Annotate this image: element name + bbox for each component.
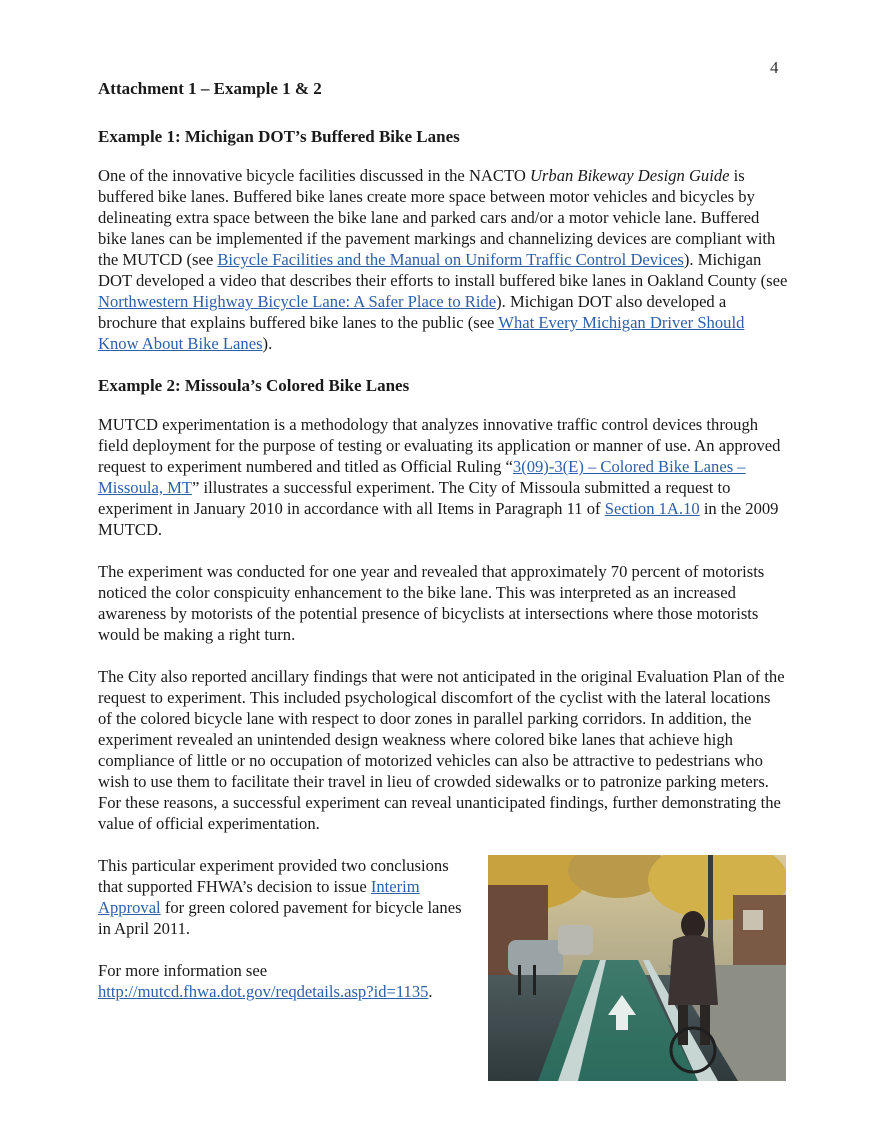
text: . [428,982,433,1001]
text: ). Michigan DOT developed a video that describes their efforts to install buffered bike lanes in Oakland County (see [98,250,788,290]
conclusion-paragraph [98,855,476,939]
example2-paragraph-3: The City also reported ancillary findings that were not anticipated in the original Evaluation Plan of the request to experiment. This included psychological discomfort of the cyclist with the lateral locations of the colored bicycle lane with respect to door zones in parallel parking corridors. In addition, the experiment revealed an unintended design weakness where colored bike lanes that achieve high compliance of little or no occupation of motorized vehicles can also be attractive to pedestrians who wish to use them to facilitate their travel in lieu of crowded sidewalks or to patronize parking meters. For these reasons, a successful experiment can reveal unanticipated findings, further demonstrating the value of official experimentation. [98,667,785,833]
text: ” illustrates a successful experiment. The City of Missoula submitted a request to experiment in January 2010 in accordance with all Items in Paragraph 11 of [98,478,731,518]
link-bicycle-facilities-mutcd[interactable]: Bicycle Facilities and the Manual on Uniform Traffic Control Devices [217,250,684,269]
text: MUTCD experimentation is a methodology that analyzes innovative traffic control devices through field deployment for the purpose of testing or evaluating its application or manner of use. An approved request to experiment numbered and titled as Official Ruling “ [98,415,781,476]
text: in the 2009 MUTCD. [98,499,779,539]
example2-paragraph-2: The experiment was conducted for one year and revealed that approximately 70 percent of motorists noticed the color conspicuity enhancement to the bike lane. This was interpreted as an increased awareness by motorists of the potential presence of bicyclists at intersections where those motorists would be making a right turn. [98,562,765,644]
conclusion-section [98,855,788,1095]
example1-heading: Example 1: Michigan DOT’s Buffered Bike Lanes [98,127,460,146]
document-content [98,78,788,1095]
more-info-paragraph [98,960,476,1002]
link-northwestern-highway[interactable]: Northwestern Highway Bicycle Lane: A Safer Place to Ride [98,292,497,311]
link-interim-approval[interactable]: Interim Approval [98,877,420,917]
text: One of the innovative bicycle facilities discussed in the NACTO [98,166,530,185]
example2-paragraph-1 [98,414,788,540]
text: is buffered bike lanes. Buffered bike lanes create more space between motor vehicles and bicycles by delineating extra space between the bike lane and parked cars and/or a motor vehicle lane. Buffered bike lanes can be implemented if the pavement markings and channelizing devices are compliant with the MUTCD (see [98,166,776,269]
guide-title: Urban Bikeway Design Guide [529,166,730,185]
example1-paragraph [98,165,788,354]
text: ). Michigan DOT also developed a brochure that explains buffered bike lanes to the public (see [98,292,727,332]
page-number: 4 [770,58,779,77]
example2-heading: Example 2: Missoula’s Colored Bike Lanes [98,376,410,395]
text: for green colored pavement for bicycle lanes in April 2011. [98,898,462,938]
attachment-title: Attachment 1 – Example 1 & 2 [98,79,322,98]
link-official-ruling[interactable]: 3(09)-3(E) – Colored Bike Lanes – Missoula, MT [98,457,746,497]
cyclist-in-green-bike-lane-image [488,855,786,1081]
link-mutcd-reqdetails[interactable]: http://mutcd.fhwa.dot.gov/reqdetails.asp?id=1135 [98,982,429,1001]
text: For more information see [98,961,268,980]
text: This particular experiment provided two conclusions that supported FHWA’s decision to issue [98,856,449,896]
conclusion-text [98,855,476,1023]
text: ). [262,334,273,353]
link-section-1a10[interactable]: Section 1A.10 [604,499,700,518]
bike-lane-photo [488,855,786,1081]
link-michigan-driver-brochure[interactable]: What Every Michigan Driver Should Know About Bike Lanes [98,313,745,353]
